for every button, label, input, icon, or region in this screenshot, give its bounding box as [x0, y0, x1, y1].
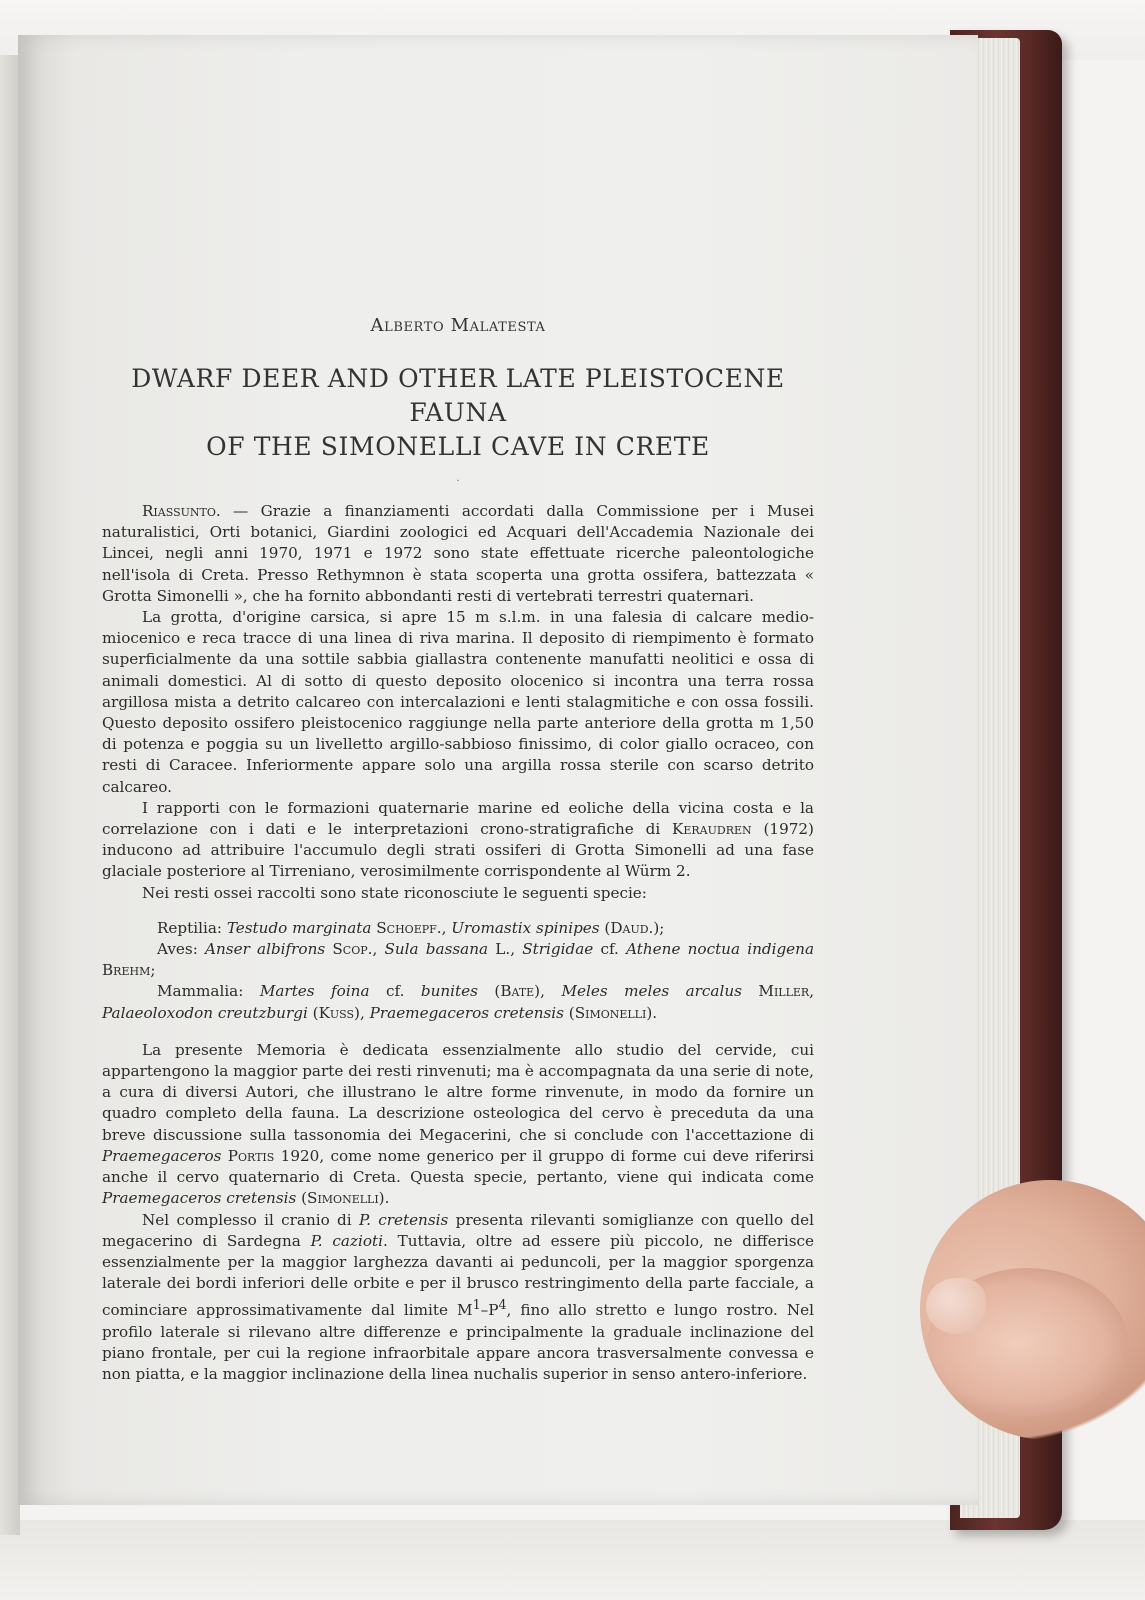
author-name: Alberto Malatesta — [370, 315, 546, 336]
reptilia-species-2: Uromastix spinipes — [451, 918, 600, 937]
mammalia-author-4: (Simonelli) — [568, 1003, 653, 1022]
book-page — [18, 35, 978, 1505]
aves-author-1: Scop. — [332, 940, 373, 959]
mammalia-cf: cf. — [369, 982, 421, 1001]
aves-species-4: Athene noctua indigena — [626, 940, 814, 959]
species-mammalia: Mammalia: Martes foina cf. bunites (Bate), Meles meles arcalus Miller, Palaeoloxodon creutzburgi (Kuss), Praemegaceros cretensis (Simonelli). — [102, 982, 815, 1022]
cranio-text-d: , fino allo stretto e lungo rostro. Nel profilo laterale si rilevano altre differenze e principalmente la graduale inclinazione del piano frontale, per cui la regione infraorbitale appare ancora trasversalmente convessa e non piatta, e la maggior inclinazione della linea nuchalis superior in senso antero-inferiore. — [102, 1301, 814, 1383]
species-reptilia — [102, 918, 814, 939]
reptilia-author-2: (Daud.) — [604, 918, 660, 937]
species-list — [102, 918, 814, 1024]
cranio-species-1: P. cretensis — [358, 1210, 449, 1229]
mammalia-species-3: Palaeoloxodon creutzburgi — [102, 1003, 308, 1022]
aves-label: Aves: — [157, 940, 206, 959]
mammalia-species-2: Meles meles arcalus — [561, 982, 742, 1001]
mammalia-species-1: Martes foina — [259, 982, 370, 1001]
aves-species-2: Sula bassana — [384, 940, 489, 959]
aves-species-1: Anser albifrons — [205, 940, 326, 959]
reptilia-species-1: Testudo marginata — [226, 918, 372, 937]
cranio-species-2: P. cazioti — [310, 1231, 383, 1250]
reptilia-sep: , — [441, 918, 452, 937]
thumbnail — [926, 1278, 986, 1334]
left-page-edge — [0, 55, 20, 1535]
riassunto-text: — Grazie a finanziamenti accordati dalla Commissione per i Musei naturalistici, Orti botanici, Giardini zoologici ed Acquari dell'Accademia Nazionale dei Lincei, negli anni 1970, 1971 e 1972 sono state effettuate ricerche paleontologiche nell'isola di Creta. Presso Rethymnon è stata scoperta una grotta ossifera, battezzata « Grotta Simonelli », che ha fornito abbondanti resti di vertebrati terrestri quaternari. — [102, 502, 814, 605]
aves-cf: cf. — [593, 940, 627, 959]
mammalia-label: Mammalia: — [157, 982, 260, 1001]
mammalia-end: . — [652, 1003, 658, 1022]
mammalia-author-1: (Bate) — [494, 982, 541, 1001]
memoria-text-a: La presente Memoria è dedicata essenzialmente allo studio del cervide, cui appartengono la maggior parte dei resti rinvenuti; ma è accompagnata da una serie di note, a cura di diversi Autori, che illustrano le altre forme rinvenute, in modo da fornire un quadro completo della fauna. La descrizione osteologica del cervo è preceduta da una breve discussione sulla tassonomia dei Megacerini, che si conclude con l'accettazione di — [102, 1040, 814, 1144]
mammalia-author-2: Miller — [758, 982, 810, 1001]
reptilia-label: Reptilia: — [157, 918, 227, 937]
aves-author-2: L. — [495, 940, 511, 959]
mammalia-subspecies-1: bunites — [420, 982, 478, 1001]
cranio-text-c: . Tuttavia, oltre ad essere più piccolo, ne differisce essenzialmente per la maggior larghezza davanti ai peduncoli, per la maggior sporgenza laterale dei bordi inferiori delle orbite e per il brusco restringimento della parte facciale, a cominciare approssimativamente dal limite M — [102, 1231, 814, 1320]
aves-species-3: Strigidae — [522, 940, 594, 959]
cranio-text-b: presenta rilevanti somiglianze con quello del megacerino di Sardegna — [102, 1210, 814, 1250]
memoria-text-b: 1920, come nome generico per il gruppo di forme cui deve riferirsi anche il cervo quaternario di Creta. Questa specie, pertanto, viene qui indicata come — [102, 1146, 815, 1187]
title-line-1: DWARF DEER AND OTHER LATE PLEISTOCENE FAUNA — [131, 364, 785, 427]
cranio-sup-4: 4 — [498, 1297, 507, 1313]
article-title — [102, 362, 814, 464]
rapporti-text-a: I rapporti con le formazioni quaternarie marine ed eoliche della vicina costa e la correlazione con i dati e le interpretazioni crono-stratigrafiche di — [102, 798, 814, 839]
cranio-dash: –P — [480, 1301, 499, 1320]
paragraph-riassunto — [102, 501, 814, 607]
mammalia-species-4: Praemegaceros cretensis — [369, 1003, 564, 1022]
paragraph-memoria — [102, 1040, 814, 1210]
mammalia-author-3: (Kuss) — [312, 1003, 360, 1022]
paragraph-cranio — [102, 1210, 814, 1386]
cranio-sup-1: 1 — [472, 1297, 481, 1313]
paragraph-resti: Nei resti ossei raccolti sono state riconosciute le seguenti specie: — [142, 883, 647, 902]
aves-author-4: Brehm — [102, 961, 151, 980]
cranio-text-a: Nel complesso il cranio di — [142, 1210, 359, 1229]
paragraph-grotta: La grotta, d'origine carsica, si apre 15 m s.l.m. in una falesia di calcare medio-miocenico e reca tracce di una linea di riva marina. Il deposito di riempimento è formato superficialmente da una sottile sabbia giallastra contenente manufatti neolitici e ossa di animali domestici. Al di sotto di questo deposito olocenico si incontra una terra rossa argillosa mista a detrito calcareo con intercalazioni e lenti stalagmitiche e con ossa fossili. Questo deposito ossifero pleistocenico raggiunge nella parte anteriore della grotta m 1,50 di potenza e poggia su un livelletto argillo-sabbioso finissimo, di color giallo ocraceo, con resti di Caracee. Inferiormente appare solo una argilla rossa sterile con scarso detrito calcareo. — [102, 608, 814, 796]
page-content — [102, 315, 814, 1385]
paragraph-rapporti — [102, 798, 814, 883]
title-line-2: OF THE SIMONELLI CAVE IN CRETE — [206, 432, 710, 461]
memoria-species: Praemegaceros cretensis — [102, 1189, 297, 1208]
memoria-author-2: (Simonelli) — [301, 1189, 385, 1208]
memoria-author: Portis — [227, 1146, 275, 1165]
reptilia-author-1: Schoepf. — [376, 918, 442, 937]
memoria-end: . — [384, 1189, 390, 1208]
memoria-genus: Praemegaceros — [102, 1146, 222, 1165]
reptilia-end: ; — [659, 918, 665, 937]
background-bottom — [0, 1520, 1145, 1600]
rapporti-text-b: (1972) inducono ad attribuire l'accumulo degli strati ossiferi di Grotta Simonelli ad una fase glaciale posteriore al Tirreniano, verosimilmente corrispondente al Würm 2. — [102, 820, 814, 881]
aves-end: ; — [150, 961, 156, 980]
riassunto-lead: Riassunto. — [142, 502, 221, 520]
title-separator: · — [456, 476, 460, 487]
species-aves: Aves: Anser albifrons Scop., Sula bassana L., Strigidae cf. Athene noctua indigena Brehm; — [102, 940, 814, 980]
rapporti-author: Keraudren — [672, 820, 752, 839]
